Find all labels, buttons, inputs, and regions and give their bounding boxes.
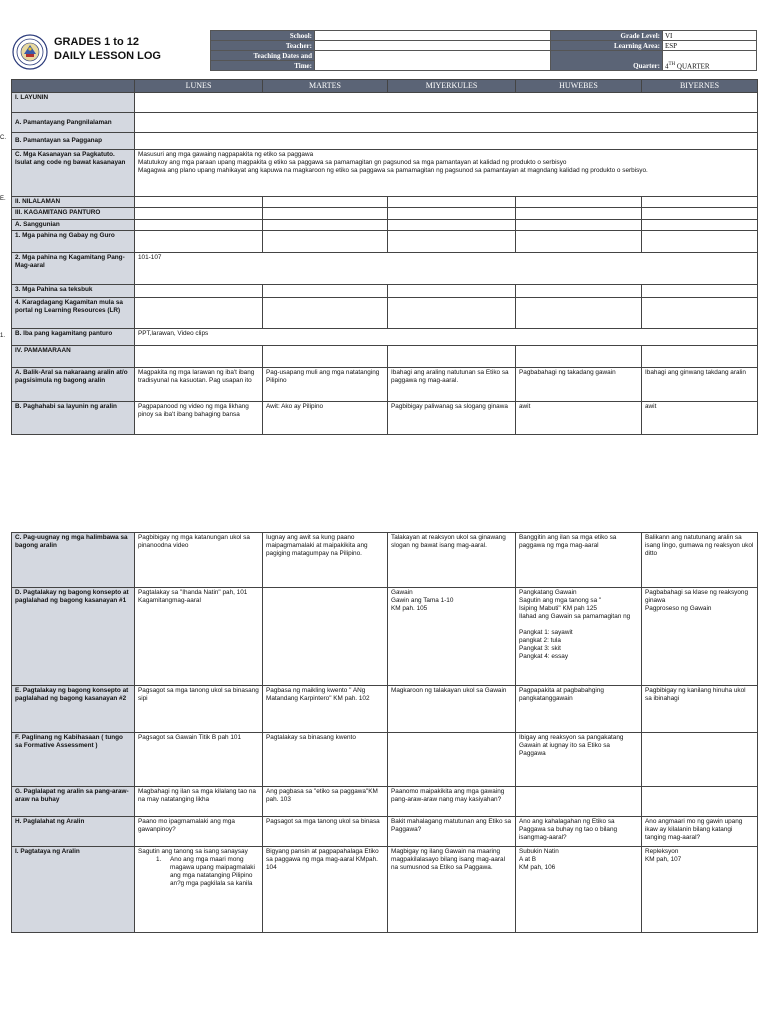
paglalahat-huwebes: Ano ang kahalagahan ng Etiko sa Paggawa sa buhay ng tao o bilang isangmag-aaral? (516, 817, 642, 847)
pagtataya-lunes-list (138, 856, 259, 888)
row-label-paglalahat: H. Paglalahat ng Aralin (12, 817, 135, 847)
paglalahat-martes: Pagsagot sa mga tanong ukol sa binasa (263, 817, 388, 847)
day-header-huwebes: HUWEBES (516, 80, 642, 93)
pagtataya-martes: Bigyang pansin at pagpapahalaga Etiko sa paggawa ng mga mag-aaral KMpah. 104 (263, 847, 388, 933)
kagamitang-biyernes (642, 208, 758, 220)
learning-area-value: ESP (663, 41, 757, 51)
quarter-value (663, 51, 757, 71)
pagtalakay-1-biyernes: Pagbabahagi sa klase ng reaksyong ginawa Pagproseso ng Gawain (642, 588, 758, 686)
lesson-table-part-2 (11, 532, 758, 933)
teacher-value (315, 41, 551, 51)
row-label-nilalaman: II. NILALAMAN (12, 197, 135, 208)
pamantayang-pangnilalaman-cell (135, 113, 758, 133)
paglalahat-biyernes: Ano angmaari mo ng gawin upang ikaw ay kilalanin bilang katangi tanging mag-aaral? (642, 817, 758, 847)
paghahabi-lunes: Pagpapanood ng video ng mga likhang pinoy sa iba't ibang bahaging bansa (135, 402, 263, 435)
gabay-martes (263, 231, 388, 253)
margin-mark-c: C. (0, 135, 6, 141)
paglalapat-huwebes (516, 787, 642, 817)
pag-uugnay-huwebes: Banggitin ang ilan sa mga etiko sa paggawa ng mga mag-aaral (516, 533, 642, 588)
pagtataya-lunes-item-number: 1. (156, 856, 162, 863)
margin-mark-e: E. (0, 196, 6, 202)
paghahabi-huwebes: awit (516, 402, 642, 435)
deped-seal-logo (12, 34, 48, 70)
nilalaman-miyerkules (388, 197, 516, 208)
kagamitang-lunes (135, 208, 263, 220)
teksbuk-martes (263, 285, 388, 298)
paglinang-miyerkules (388, 733, 516, 787)
row-label-balik-aral: A. Balik-Aral sa nakaraang aralin at/o pagsisimula ng bagong aralin (12, 368, 135, 402)
paglalahat-miyerkules: Bakit mahalagang matutunan ang Etiko sa Paggawa? (388, 817, 516, 847)
gabay-biyernes (642, 231, 758, 253)
nilalaman-martes (263, 197, 388, 208)
paglalapat-martes: Ang pagbasa sa "etiko sa paggawa"KM pah. 103 (263, 787, 388, 817)
pagtalakay-1-huwebes: Pangkatang Gawain Sagutin ang mga tanong sa " Isiping Mabuti" KM pah 125 Ilahad ang Gawain sa pamamagitan ng Pangkat 1: sayawit pangkat 2: tula Pangkat 3: skit Pangkat 4: essay (516, 588, 642, 686)
row-label-teksbuk: 3. Mga Pahina sa teksbuk (12, 285, 135, 298)
kasanayan-objectives: Masusuri ang mga gawaing nagpapakita ng etiko sa paggawa Matutukoy ang mga paraan upang magpakita g etiko sa paggawa sa pamamagitan gn pagsunod sa mga pamantayan at kalidad ng produkto o serbisyo Magagwa ang plano upang mahikayat ang kapuwa na magkaroon ng etiko sa paggawa sa pamamagitan ng pagsunod sa pamantayan at magndang kalidad ng produkto o serbisyo. (135, 150, 758, 197)
quarter-suffix: TH (668, 61, 676, 67)
row-label-pamantayan-sa-pagganap: B. Pamantayan sa Pagganap (12, 133, 135, 150)
pag-uugnay-biyernes: Balikann ang natutunang aralin sa isang lingo, gumawa ng reaksyon ukol ditto (642, 533, 758, 588)
time-label: Time: (211, 61, 315, 71)
balik-aral-martes: Pag-usapang muli ang mga natatanging Pilipino (263, 368, 388, 402)
gabay-huwebes (516, 231, 642, 253)
pagtalakay-1-martes (263, 588, 388, 686)
paglalapat-lunes: Magbahagi ng ilan sa mga kilalang tao na na may natatanging likha (135, 787, 263, 817)
row-label-paglalapat: G. Paglalapat ng aralin sa pang-araw-araw na buhay (12, 787, 135, 817)
kagamitang-martes (263, 208, 388, 220)
nilalaman-biyernes (642, 197, 758, 208)
header-info-table (210, 30, 757, 71)
paglalapat-biyernes (642, 787, 758, 817)
title-line-1: GRADES 1 to 12 (54, 36, 139, 48)
grade-level-label: Grade Level: (551, 31, 663, 41)
margin-mark-one: 1. (0, 333, 6, 339)
row-label-pagtataya: I. Pagtataya ng Aralin (12, 847, 135, 933)
quarter-label: Quarter: (551, 51, 663, 71)
teaching-dates-value (315, 51, 551, 71)
pagtataya-lunes-item-text: Ano ang mga maari mong magawa upang maipagmalaki ang mga natatanging Pilipino an?g mga pagkilala sa kanila (170, 856, 255, 887)
sanggunian-huwebes (516, 220, 642, 231)
row-label-paghahabi: B. Paghahabi sa layunin ng aralin (12, 402, 135, 435)
pagtalakay-2-lunes: Pagsagot sa mga tanong ukol sa binasang sipi (135, 686, 263, 733)
row-label-layunin: I. LAYUNIN (12, 93, 135, 113)
learning-area-label: Learning Area: (551, 41, 663, 51)
teksbuk-biyernes (642, 285, 758, 298)
pagtalakay-2-martes: Pagbasa ng maikling kwento " ANg Matandang Karpintero" KM pah. 102 (263, 686, 388, 733)
kagamitang-miyerkules (388, 208, 516, 220)
kagamitang-huwebes (516, 208, 642, 220)
pagtalakay-1-miyerkules: Gawain Gawin ang Tama 1-10 KM pah. 105 (388, 588, 516, 686)
day-header-miyerkules: MIYERKULES (388, 80, 516, 93)
balik-aral-biyernes: Ibahagi ang ginwang takdang aralin (642, 368, 758, 402)
paglinang-lunes: Pagsagot sa Gawain Titik B pah 101 (135, 733, 263, 787)
gabay-miyerkules (388, 231, 516, 253)
grade-level-value: VI (663, 31, 757, 41)
sanggunian-martes (263, 220, 388, 231)
pagtataya-huwebes: Subukin Natin A at B KM pah, 106 (516, 847, 642, 933)
gabay-lunes (135, 231, 263, 253)
school-value (315, 31, 551, 41)
pamamaraan-miyerkules (388, 346, 516, 368)
pamantayan-sa-pagganap-cell (135, 133, 758, 150)
row-label-sanggunian: A. Sanggunian (12, 220, 135, 231)
pag-uugnay-lunes: Pagbibigay ng mga katanungan ukol sa pinanoodna video (135, 533, 263, 588)
row-label-pagtalakay-2: E. Pagtalakay ng bagong konsepto at paglalahad ng bagong kasanayan #2 (12, 686, 135, 733)
karagdagang-biyernes (642, 298, 758, 329)
row-label-pagtalakay-1: D. Pagtalakay ng bagong konsepto at paglalahad ng bagong kasanayan #1 (12, 588, 135, 686)
paghahabi-biyernes: awit (642, 402, 758, 435)
pamamaraan-lunes (135, 346, 263, 368)
paglinang-huwebes: Ibigay ang reaksyon sa pangakatang Gawain at iugnay ito sa Etiko sa Paggawa (516, 733, 642, 787)
pamamaraan-biyernes (642, 346, 758, 368)
pagtalakay-2-huwebes: Pagpapakita at pagbabahging pangkatanggawain (516, 686, 642, 733)
row-label-kagamitang-pang-mag-aaral: 2. Mga pahina ng Kagamitang Pang-Mag-aaral (12, 253, 135, 285)
kagamitang-pang-mag-aaral-value: 101-107 (135, 253, 758, 285)
pagtalakay-1-lunes: Pagtalakay sa "Ihanda Natin" pah, 101 Kagamitangmag-aaral (135, 588, 263, 686)
sanggunian-lunes (135, 220, 263, 231)
pag-uugnay-martes: Iugnay ang awit sa kung paano maipagmamalaki at maipakikita ang pagiging matagumpay na Pilipino. (263, 533, 388, 588)
paghahabi-martes: Awit: Ako ay Pilipino (263, 402, 388, 435)
row-label-karagdagang-kagamitan: 4. Karagdagang Kagamitan mula sa portal ng Learning Resources (LR) (12, 298, 135, 329)
day-header-corner (12, 80, 135, 93)
row-label-pag-uugnay: C. Pag-uugnay ng mga halimbawa sa bagong aralin (12, 533, 135, 588)
pagtalakay-2-miyerkules: Magkaroon ng talakayan ukol sa Gawain (388, 686, 516, 733)
lesson-table-part-1 (11, 79, 758, 435)
iba-pang-kagamitan-value: PPT,larawan, Video clips (135, 329, 758, 346)
day-header-martes: MARTES (263, 80, 388, 93)
nilalaman-lunes (135, 197, 263, 208)
title-line-2: DAILY LESSON LOG (54, 50, 161, 62)
balik-aral-miyerkules: Ibahagi ang araling natutunan sa Etiko sa paggawa ng mag-aaral. (388, 368, 516, 402)
document-title (54, 35, 161, 63)
day-header-biyernes: BIYERNES (642, 80, 758, 93)
pagtataya-biyernes: Repleksyon KM pah, 107 (642, 847, 758, 933)
paglalahat-lunes: Paano mo ipagmamalaki ang mga gawanpinoy? (135, 817, 263, 847)
nilalaman-huwebes (516, 197, 642, 208)
paglinang-biyernes (642, 733, 758, 787)
teaching-dates-label: Teaching Dates and (211, 51, 315, 61)
row-label-iba-pang-kagamitan: B. Iba pang kagamitang panturo (12, 329, 135, 346)
paglinang-martes: Pagtalakay sa binasang kwento (263, 733, 388, 787)
paghahabi-miyerkules: Pagbibigay paliwanag sa slogang ginawa (388, 402, 516, 435)
teksbuk-lunes (135, 285, 263, 298)
karagdagang-huwebes (516, 298, 642, 329)
row-label-pamantayang-pangnilalaman: A. Pamantayang Pangnilalaman (12, 113, 135, 133)
pagtataya-miyerkules: Magbigay ng ilang Gawain na maaring magpakilalasayo bilang isang mag-aaral na sumusnod sa Etiko sa Paggawa. (388, 847, 516, 933)
row-label-kagamitang-panturo: III. KAGAMITANG PANTURO (12, 208, 135, 220)
paglalapat-miyerkules: Paanomo maipakikita ang mga gawaing pang-araw-araw nang may kasiyahan? (388, 787, 516, 817)
quarter-word: QUARTER (675, 62, 710, 70)
row-label-gabay-ng-guro: 1. Mga pahina ng Gabay ng Guro (12, 231, 135, 253)
teacher-label: Teacher: (211, 41, 315, 51)
balik-aral-huwebes: Pagbabahagi ng takadang gawain (516, 368, 642, 402)
sanggunian-miyerkules (388, 220, 516, 231)
karagdagang-lunes (135, 298, 263, 329)
pamamaraan-huwebes (516, 346, 642, 368)
sanggunian-biyernes (642, 220, 758, 231)
pamamaraan-martes (263, 346, 388, 368)
row-label-kasanayan: C. Mga Kasanayan sa Pagkatuto. Isulat ang code ng bawat kasanayan (12, 150, 135, 197)
row-label-pamamaraan: IV. PAMAMARAAN (12, 346, 135, 368)
pag-uugnay-miyerkules: Talakayan at reaksyon ukol sa ginawang slogan ng bawat isang mag-aaral. (388, 533, 516, 588)
pagtataya-lunes-intro: Sagutin ang tanong sa isang sanaysay (138, 848, 248, 855)
teksbuk-miyerkules (388, 285, 516, 298)
day-header-lunes: LUNES (135, 80, 263, 93)
pagtalakay-2-biyernes: Pagbibigay ng kanilang hinuha ukol sa ibinahagi (642, 686, 758, 733)
layunin-cell (135, 93, 758, 113)
karagdagang-martes (263, 298, 388, 329)
balik-aral-lunes: Magpakita ng mga larawan ng iba't ibang tradisyunal na kasuotan. Pag usapan ito (135, 368, 263, 402)
school-label: School: (211, 31, 315, 41)
quarter-number: 4 (665, 62, 669, 70)
teksbuk-huwebes (516, 285, 642, 298)
karagdagang-miyerkules (388, 298, 516, 329)
pagtataya-lunes (135, 847, 263, 933)
row-label-paglinang: F. Paglinang ng Kabihasaan ( tungo sa Formative Assessment ) (12, 733, 135, 787)
